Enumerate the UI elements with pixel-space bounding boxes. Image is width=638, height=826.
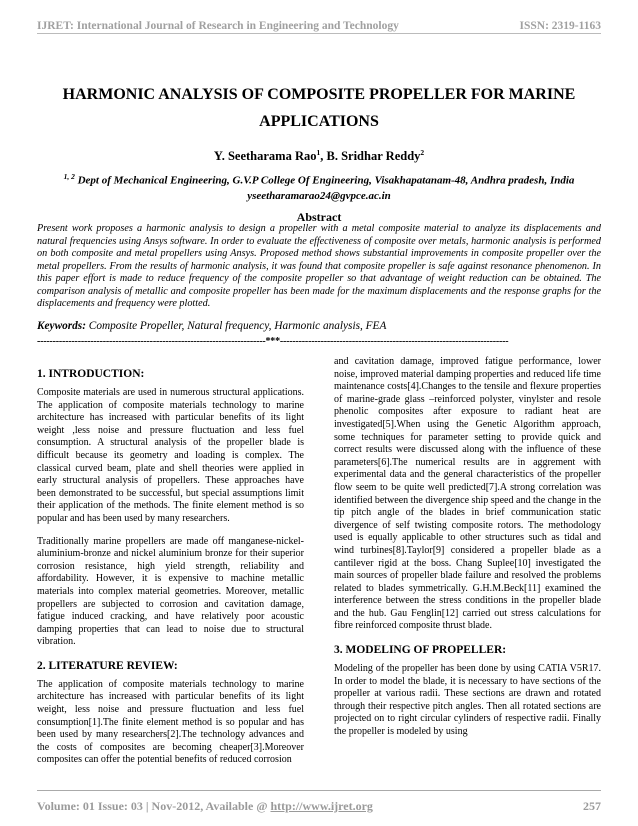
affiliation: Dept of Mechanical Engineering, G.V.P College Of Engineering, Visakhapatanam-48, Andhra pradesh, India bbox=[77, 174, 575, 187]
header-divider bbox=[37, 33, 601, 34]
author-2-sup: 2 bbox=[420, 148, 425, 157]
journal-name: IJRET: International Journal of Research in Engineering and Technology bbox=[37, 20, 399, 32]
paper-title bbox=[40, 81, 598, 135]
journal-link[interactable]: http://www.ijret.org bbox=[270, 799, 373, 813]
author-separator: , bbox=[320, 149, 327, 164]
author-1: Y. Seetharama Rao bbox=[213, 149, 317, 164]
keywords-label: Keywords: bbox=[37, 320, 86, 332]
author-2: B. Sridhar Reddy bbox=[326, 149, 421, 164]
affiliation-block bbox=[30, 169, 608, 204]
affiliation-sup: 1, 2 bbox=[63, 172, 75, 181]
literature-paragraph-2: and cavitation damage, improved fatigue performance, lower noise, improved material damping properties and reduced life time maintenance costs[4].Changes to the tensile and flexure properties of marine-grade glass –reinforced polyster, vinylster and resole phenolic composites after exposure to radiant heat are investigated[5].When using the Genetic Algorithm approach, some techniques for parameter setting to provide quick and correct results were discussed along with the influence of these parameters[6].The numerical results are in aggrement with experimental data and the general characteristics of the propeller flow seem to be quite well predicted[7].A strong correlation was identified between the divergence ship speed and the change in the tip pitch angle of the blades in brief communication static divergence of self twisting composite rotors. The methodology used is equally applicable to other structures such as tidal and wind turbines[8].Taylor[9] considered a propeller blade as a cantilever rigid at the boss. Chang Suplee[10] investigated the main sources of propeller blade failure and resolved the problems related to blades symmetrically. G.H.M.Beck[11] examined the interference between the stress conditions in the propeller blade and the hub. Gau Fenglin[12] carried out stress calculations for fibre reinforced composite thrust blade. bbox=[334, 356, 601, 632]
intro-paragraph-1: Composite materials are used in numerous structural applications. The application of composite materials technology to marine architecture has increased with particular benefits of its light weight ,less noise and pressure fluctuation and less fuel consumption. A structural analysis of the propeller blade is difficult because its geometry and loading is complex. The classical curved beam, plate and shell theories were applied in early structural analysis of propellers. These approaches have been demonstrated to be successful, but special assumptions limit their application of the methods. The finite element method is so popular and has been used by many researchers. bbox=[37, 387, 304, 524]
author-1-sup: 1 bbox=[316, 148, 321, 157]
section-separator: -------------------------------------------------------------------------***------------------------------------------------------------------------- bbox=[37, 336, 509, 347]
abstract-text: Present work proposes a harmonic analysis to design a propeller with a metal composite material to analyze its displacements and natural frequencies using Ansys software. In order to evaluate the effectiveness of composite over metals, harmonic analysis is performed on both composite and metal propellers using Ansys. Proposed method shows substantial improvements in composite propeller over the metal propellers. From the results of harmonic analysis, it was found that composite propeller is safe against resonance phenomenon. In this paper effort is made to reduce frequency of the composite propeller so that advantage of weight reduction can be obtained. The comparison analysis of metallic and composite propeller has been made for the maximum displacements and the response graphs for the displacements and frequency were plotted. bbox=[37, 223, 601, 309]
intro-heading: 1. INTRODUCTION: bbox=[37, 368, 145, 380]
footer-divider bbox=[37, 790, 601, 791]
footer-volume bbox=[37, 799, 373, 815]
title-line-2: APPLICATIONS bbox=[259, 113, 379, 130]
volume-text: Volume: 01 Issue: 03 | Nov-2012, Available @ bbox=[37, 799, 271, 813]
keywords-text: Composite Propeller, Natural frequency, Harmonic analysis, FEA bbox=[88, 320, 387, 332]
literature-heading: 2. LITERATURE REVIEW: bbox=[37, 659, 178, 672]
keywords bbox=[37, 320, 601, 332]
abstract-heading: Abstract bbox=[296, 210, 342, 224]
left-column bbox=[37, 367, 304, 777]
title-line-1: HARMONIC ANALYSIS OF COMPOSITE PROPELLER FOR MARINE bbox=[62, 86, 576, 103]
issn: ISSN: 2319-1163 bbox=[519, 20, 601, 32]
intro-paragraph-2: Traditionally marine propellers are made off manganese-nickel-aluminium-bronze and nickel aluminium bronze for their superior corrosion resistance, high yield strength, reliability and affordability. However, it is expensive to machine metallic materials into complex material geometries. Moreover, metallic propellers are subjected to corrosion and cavitation damage, fatigue induced cracking, and have relatively poor acoustic damping properties that can lead to noise due to structural vibration. bbox=[37, 535, 304, 648]
running-header bbox=[37, 10, 601, 32]
email: yseetharamarao24@gvpce.ac.in bbox=[247, 189, 391, 202]
page-number: 257 bbox=[583, 799, 601, 813]
literature-paragraph-1: The application of composite materials technology to marine architecture has increased with particular benefits of its light weight, less noise and pressure fluctuation and less fuel consumption[1].The finite element method is so popular and has been used by many researchers[2].The technology advances and the costs of composites are becoming cheaper[3].Moreover composites can offer the potential benefits of reduced corrosion bbox=[37, 678, 304, 766]
right-column bbox=[334, 356, 601, 749]
running-footer bbox=[37, 799, 601, 815]
authors bbox=[40, 148, 598, 164]
modeling-heading: 3. MODELING OF PROPELLER: bbox=[334, 644, 507, 657]
modeling-paragraph-1: Modeling of the propeller has been done by using CATIA V5R17. In order to model the blade, it is necessary to have sections of the propeller at various radii. These sections are drawn and rotated through their respective pitch angles. Then all rotated sections are projected on to right circular cylinders of respective radii. Finally the propeller is modeled by using bbox=[334, 663, 601, 738]
